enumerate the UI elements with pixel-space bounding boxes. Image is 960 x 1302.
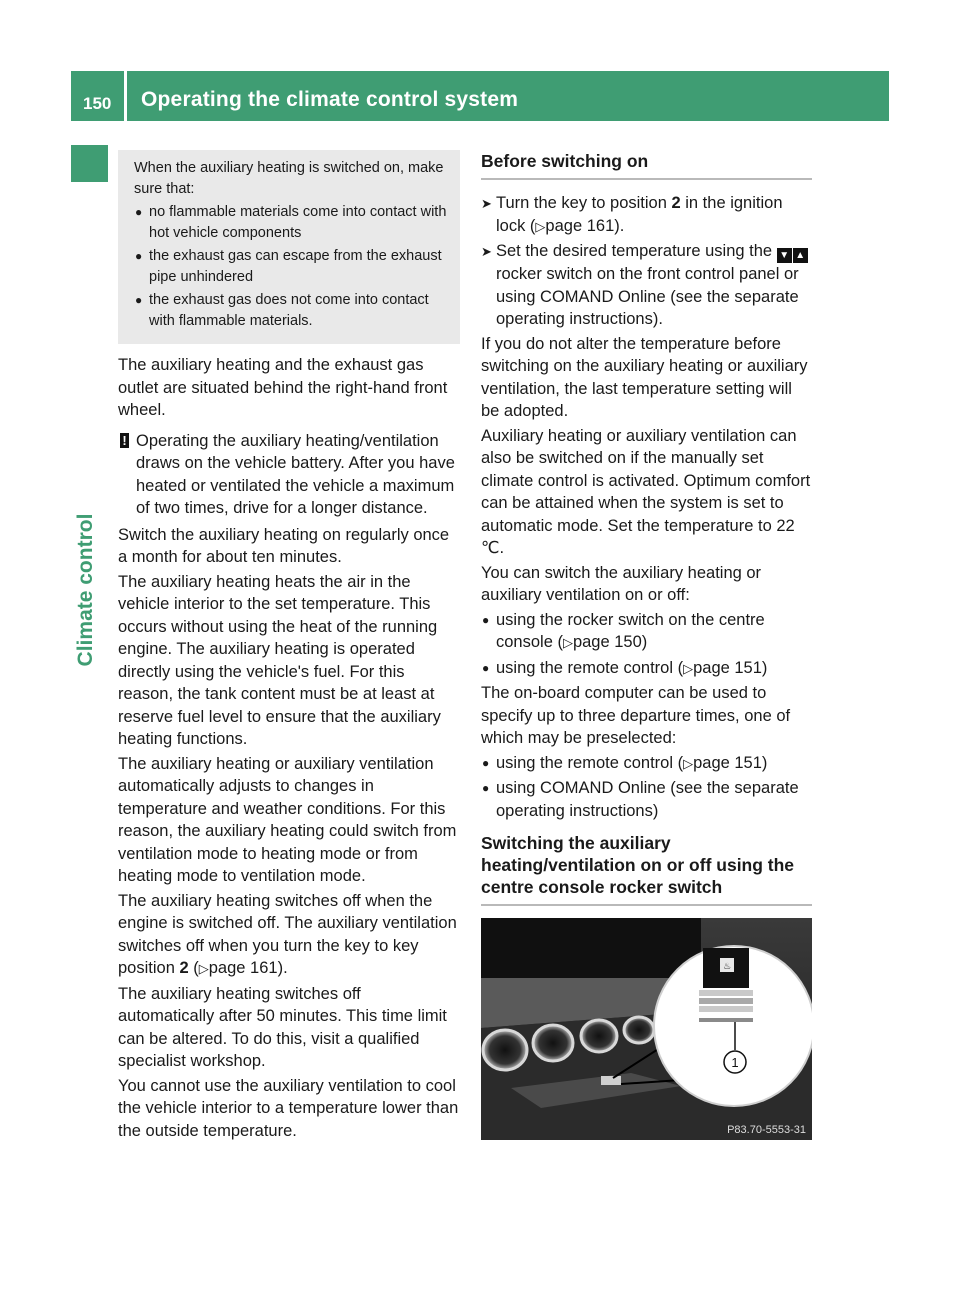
note-intro: When the auxiliary heating is switched on, make sure that:	[134, 160, 444, 197]
warning-icon: !	[120, 433, 129, 448]
dashboard-figure	[481, 918, 812, 1140]
paragraph: You can switch the auxiliary heating or auxiliary ventilation on or off:	[481, 563, 762, 604]
list-item: ● the exhaust gas can escape from the exhaust pipe unhindered	[135, 248, 442, 285]
page-ref-link[interactable]: page 161	[545, 216, 615, 235]
option-list	[481, 609, 812, 681]
list-item: ● using the remote control (▷page 151)	[481, 752, 812, 776]
header-separator	[124, 71, 127, 121]
step-item: ➤ Set the desired temperature using the ▼ ▲ rocker switch on the front control panel or using COMAND Online (see the separate operating instructions).	[481, 240, 812, 331]
bullet-icon: ●	[482, 755, 490, 770]
paragraph: The auxiliary heating switches off automatically after 50 minutes. This time limit can be altered. To do this, visit a qualified specialist workshop.	[118, 984, 447, 1070]
list-item: ● using COMAND Online (see the separate operating instructions)	[482, 779, 799, 820]
list-item: ● the exhaust gas does not come into contact with flammable materials.	[135, 292, 429, 329]
page-number: 150	[83, 94, 112, 113]
temperature-down-icon: ▼	[777, 248, 792, 263]
bullet-icon: ●	[482, 660, 490, 675]
callout-1-label: 1	[731, 1055, 739, 1070]
page-ref-triangle-icon: ▷	[683, 660, 694, 676]
paragraph: The auxiliary heating heats the air in the vehicle interior to the set temperature. This occurs without using the heat of the running engine. The auxiliary heating is operated directly using the vehicle's fuel. For this reason, the tank content must be at least at reserve fuel level to ensure that the auxiliary heating functions.	[118, 572, 441, 748]
paragraph: Auxiliary heating or auxiliary ventilation can also be switched on if the manually set climate control is activated. Optimum comfort can be attained when the system is set to automatic mode. Set the temperature to 22 ℃.	[481, 426, 811, 557]
step-item: ➤ Turn the key to position 2 in the ignition lock (▷page 161).	[481, 194, 783, 235]
bullet-icon: ●	[135, 293, 143, 307]
warning-text: Operating the auxiliary heating/ventilation draws on the vehicle battery. After you have heated or ventilated the vehicle a maximum of two times, drive for a longer distance.	[136, 431, 455, 517]
list-item: ● no flammable materials come into contact with hot vehicle components	[135, 204, 447, 241]
figure-caption: P83.70-5553-31	[727, 1124, 806, 1136]
bullet-icon: ●	[482, 781, 490, 795]
page-ref-triangle-icon: ▷	[198, 961, 209, 976]
section-marker	[71, 145, 108, 182]
page-ref-link[interactable]: page 161	[208, 959, 278, 977]
paragraph: You cannot use the auxiliary ventilation to cool the vehicle interior to a temperature lower than the outside temperature.	[118, 1076, 459, 1140]
page-ref-link[interactable]: page 151	[693, 658, 762, 677]
step-arrow-icon: ➤	[481, 196, 492, 211]
page-ref-link[interactable]: page 150	[572, 633, 642, 651]
page-ref-link[interactable]: page 151	[693, 753, 762, 772]
right-column	[481, 150, 812, 1140]
side-tab-label: Climate control	[74, 513, 97, 667]
page-title: Operating the climate control system	[141, 88, 519, 111]
list-item: ● using the remote control (▷page 151)	[481, 657, 812, 681]
paragraph: Switch the auxiliary heating on regularly once a month for about ten minutes.	[118, 525, 450, 566]
paragraph: The on-board computer can be used to specify up to three departure times, one of which may be preselected:	[481, 684, 791, 747]
page-ref-triangle-icon: ▷	[562, 635, 573, 650]
step-arrow-icon: ➤	[481, 244, 492, 259]
paragraph: The auxiliary heating and the exhaust gas outlet are situated behind the right-hand front wheel.	[118, 356, 448, 419]
warning-note	[118, 430, 460, 520]
section-heading: Before switching on	[481, 150, 812, 180]
note-box	[118, 150, 460, 344]
paragraph: The auxiliary heating or auxiliary ventilation automatically adjusts to changes in temperature and weather conditions. For this reason, the auxiliary heating could switch from ventilation mode to heating mode or from heating mode to ventilation mode.	[118, 754, 457, 885]
paragraph: If you do not alter the temperature before switching on the auxiliary heating or auxiliary ventilation, the last temperature setting will be adopted.	[481, 334, 808, 420]
paragraph: The auxiliary heating switches off when the engine is switched off. The auxiliary ventilation switches off when you turn the key to key position 2 (▷page 161).	[118, 891, 457, 977]
page-ref-triangle-icon: ▷	[683, 755, 694, 771]
bullet-icon: ●	[135, 249, 143, 263]
temperature-up-icon: ▲	[793, 248, 808, 263]
page-header	[71, 71, 889, 121]
bullet-icon: ●	[135, 205, 143, 219]
option-list	[481, 752, 812, 823]
note-list	[134, 202, 450, 332]
list-item: ● using the rocker switch on the centre console (▷page 150)	[482, 610, 765, 651]
left-column	[118, 150, 460, 1144]
bullet-icon: ●	[482, 612, 490, 627]
dashboard-illustration	[481, 918, 812, 1140]
svg-text:♨: ♨	[722, 962, 732, 972]
page-ref-triangle-icon: ▷	[535, 218, 546, 234]
section-heading: Switching the auxiliary heating/ventilation on or off using the centre console rocker switch	[481, 832, 812, 906]
